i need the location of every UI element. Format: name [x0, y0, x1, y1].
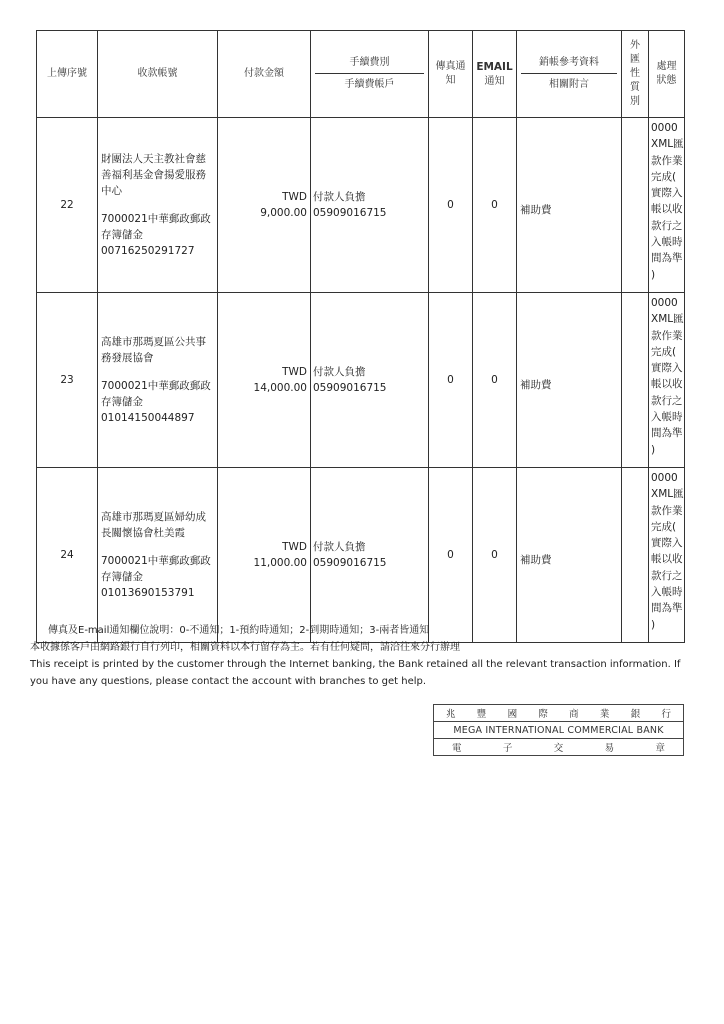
- row-fx-type: [622, 468, 649, 643]
- header-fx-char: 匯: [630, 54, 640, 65]
- fee-account: 05909016715: [313, 207, 387, 219]
- header-fx-char: 別: [630, 96, 640, 107]
- header-email: [473, 31, 517, 118]
- header-seq: 上傳序號: [37, 31, 98, 118]
- status-line: 帳以收: [651, 378, 683, 391]
- payee-name-line: 長關懷協會杜美霞: [101, 527, 185, 539]
- table-row: [37, 468, 685, 643]
- row-memo: 補助費: [517, 293, 622, 468]
- seal-char: 業: [599, 709, 610, 720]
- row-email: 0: [473, 293, 517, 468]
- row-account: [98, 118, 218, 293]
- status-line: 款行之: [651, 394, 683, 407]
- seal-en-name: MEGA INTERNATIONAL COMMERCIAL BANK: [434, 722, 684, 739]
- seal-char: 銀: [630, 709, 641, 720]
- status-line: 0000: [651, 297, 678, 309]
- status-line: 完成(: [651, 345, 677, 358]
- row-fax: 0: [429, 293, 473, 468]
- payee-name-line: 中心: [101, 185, 122, 197]
- header-fx-char: 外: [630, 40, 640, 51]
- header-fee-type: 手續費別: [315, 56, 424, 74]
- payee-name-line: 善福利基金會揚愛服務: [101, 169, 206, 181]
- status-line: 帳以收: [651, 203, 683, 216]
- receipt-note-en: This receipt is printed by the customer through the Internet banking, the Bank retained all the relevant transaction information. If you have any questions, please contact the account with branches to get help.: [30, 659, 681, 687]
- status-line: 間為準: [651, 252, 683, 265]
- status-line: 帳以收: [651, 553, 683, 566]
- status-line: 0000: [651, 472, 678, 484]
- status-line: 入帳時: [651, 586, 683, 599]
- table-row: [37, 293, 685, 468]
- status-line: XML匯: [651, 488, 684, 501]
- row-fee: [311, 468, 429, 643]
- fee-payer: 付款人負擔: [313, 541, 366, 553]
- bank-line: 存簿儲金: [101, 396, 143, 408]
- fee-account: 05909016715: [313, 557, 387, 569]
- fee-payer: 付款人負擔: [313, 191, 366, 203]
- status-line: 間為準: [651, 427, 683, 440]
- transaction-table: [36, 30, 685, 643]
- seal-char: 易: [604, 743, 615, 754]
- bank-line: 7000021中華郵政郵政: [101, 555, 211, 567]
- currency: TWD: [282, 541, 307, 553]
- bank-line: 存簿儲金: [101, 571, 143, 583]
- bank-line: 7000021中華郵政郵政: [101, 380, 211, 392]
- payee-name-line: 財團法人天主教社會慈: [101, 153, 206, 165]
- table-row: [37, 118, 685, 293]
- seal-char: 商: [569, 709, 579, 720]
- status-line: 款作業: [651, 504, 683, 517]
- seal-stamp-row: [434, 739, 684, 756]
- status-line: XML匯: [651, 313, 684, 326]
- bank-line: 存簿儲金: [101, 229, 143, 241]
- header-amount: 付款金額: [218, 31, 311, 118]
- status-line: 入帳時: [651, 236, 683, 249]
- seal-zh-row: [434, 705, 684, 722]
- row-memo: 補助費: [517, 118, 622, 293]
- header-ref: [517, 31, 622, 118]
- status-line: 完成(: [651, 520, 677, 533]
- header-attach-msg: 相關附言: [549, 79, 589, 90]
- header-fx-nature: [622, 31, 649, 118]
- bank-seal: [433, 704, 684, 756]
- status-line: 實際入: [651, 537, 683, 550]
- row-status: [649, 118, 685, 293]
- bank-account-number: 00716250291727: [101, 245, 195, 257]
- payee-name-line: 高雄市那瑪夏區婦幼成: [101, 511, 206, 523]
- status-line: 款行之: [651, 219, 683, 232]
- status-line: XML匯: [651, 138, 684, 151]
- row-email: 0: [473, 118, 517, 293]
- status-line: ): [651, 443, 656, 456]
- seal-char: 交: [553, 743, 564, 754]
- payee-name-line: 高雄市那瑪夏區公共事: [101, 336, 206, 348]
- row-fee: [311, 293, 429, 468]
- status-line: 款行之: [651, 569, 683, 582]
- row-seq: 23: [37, 293, 98, 468]
- seal-char: 國: [507, 709, 518, 720]
- row-account: [98, 293, 218, 468]
- status-line: 0000: [651, 122, 678, 134]
- header-fee-account: 手續費帳戶: [344, 79, 395, 90]
- receipt-note-zh: 本收據係客戶由網路銀行自行列印，相關資料以本行留存為主。若有任何疑問，請洽往來分行辦理: [30, 642, 460, 653]
- bank-line: 7000021中華郵政郵政: [101, 213, 211, 225]
- row-seq: 22: [37, 118, 98, 293]
- status-line: 實際入: [651, 187, 683, 200]
- row-email: 0: [473, 468, 517, 643]
- status-line: 入帳時: [651, 411, 683, 424]
- status-line: 完成(: [651, 170, 677, 183]
- bank-account-number: 01013690153791: [101, 587, 195, 599]
- notes-section: [30, 622, 690, 690]
- header-email-notice: 通知: [484, 75, 505, 87]
- row-fee: [311, 118, 429, 293]
- header-fax: [429, 31, 473, 118]
- amount-value: 9,000.00: [260, 207, 307, 219]
- row-fx-type: [622, 293, 649, 468]
- currency: TWD: [282, 191, 307, 203]
- row-fax: 0: [429, 468, 473, 643]
- payee-name-line: 務發展協會: [101, 352, 154, 364]
- status-line: 實際入: [651, 362, 683, 375]
- row-memo: 補助費: [517, 468, 622, 643]
- seal-char: 子: [502, 743, 513, 754]
- header-status-line-1: 處理: [656, 61, 677, 72]
- fee-payer: 付款人負擔: [313, 366, 366, 378]
- header-fee: [311, 31, 429, 118]
- fax-email-legend: 傳真及E-mail通知欄位說明：0-不通知；1-預約時通知；2-到期時通知；3-兩者皆通知: [48, 625, 430, 636]
- bank-account-number: 01014150044897: [101, 412, 195, 424]
- status-line: 間為準: [651, 602, 683, 615]
- row-account: [98, 468, 218, 643]
- seal-char: 兆: [446, 709, 456, 720]
- row-amount: [218, 118, 311, 293]
- status-line: ): [651, 618, 656, 631]
- fee-account: 05909016715: [313, 382, 387, 394]
- seal-char: 電: [452, 743, 462, 754]
- header-status-line-2: 狀態: [656, 75, 677, 86]
- status-line: ): [651, 268, 656, 281]
- header-fx-char: 質: [630, 82, 640, 93]
- row-amount: [218, 293, 311, 468]
- amount-value: 14,000.00: [253, 382, 307, 394]
- row-status: [649, 293, 685, 468]
- table-header-row: [37, 31, 685, 118]
- seal-char: 章: [655, 743, 665, 754]
- currency: TWD: [282, 366, 307, 378]
- header-fax-line-1: 傳真通: [435, 61, 466, 72]
- status-line: 款作業: [651, 154, 683, 167]
- row-seq: 24: [37, 468, 98, 643]
- seal-char: 行: [661, 709, 671, 720]
- row-status: [649, 468, 685, 643]
- header-email-label: EMAIL: [476, 60, 513, 73]
- header-fax-line-2: 知: [445, 75, 456, 86]
- seal-char: 豐: [476, 709, 487, 720]
- status-line: 款作業: [651, 329, 683, 342]
- row-amount: [218, 468, 311, 643]
- seal-char: 際: [538, 709, 548, 720]
- row-fx-type: [622, 118, 649, 293]
- header-account: 收款帳號: [98, 31, 218, 118]
- header-ref-data: 銷帳參考資料: [521, 56, 617, 74]
- header-fx-char: 性: [630, 68, 640, 79]
- amount-value: 11,000.00: [253, 557, 307, 569]
- header-status: [649, 31, 685, 118]
- row-fax: 0: [429, 118, 473, 293]
